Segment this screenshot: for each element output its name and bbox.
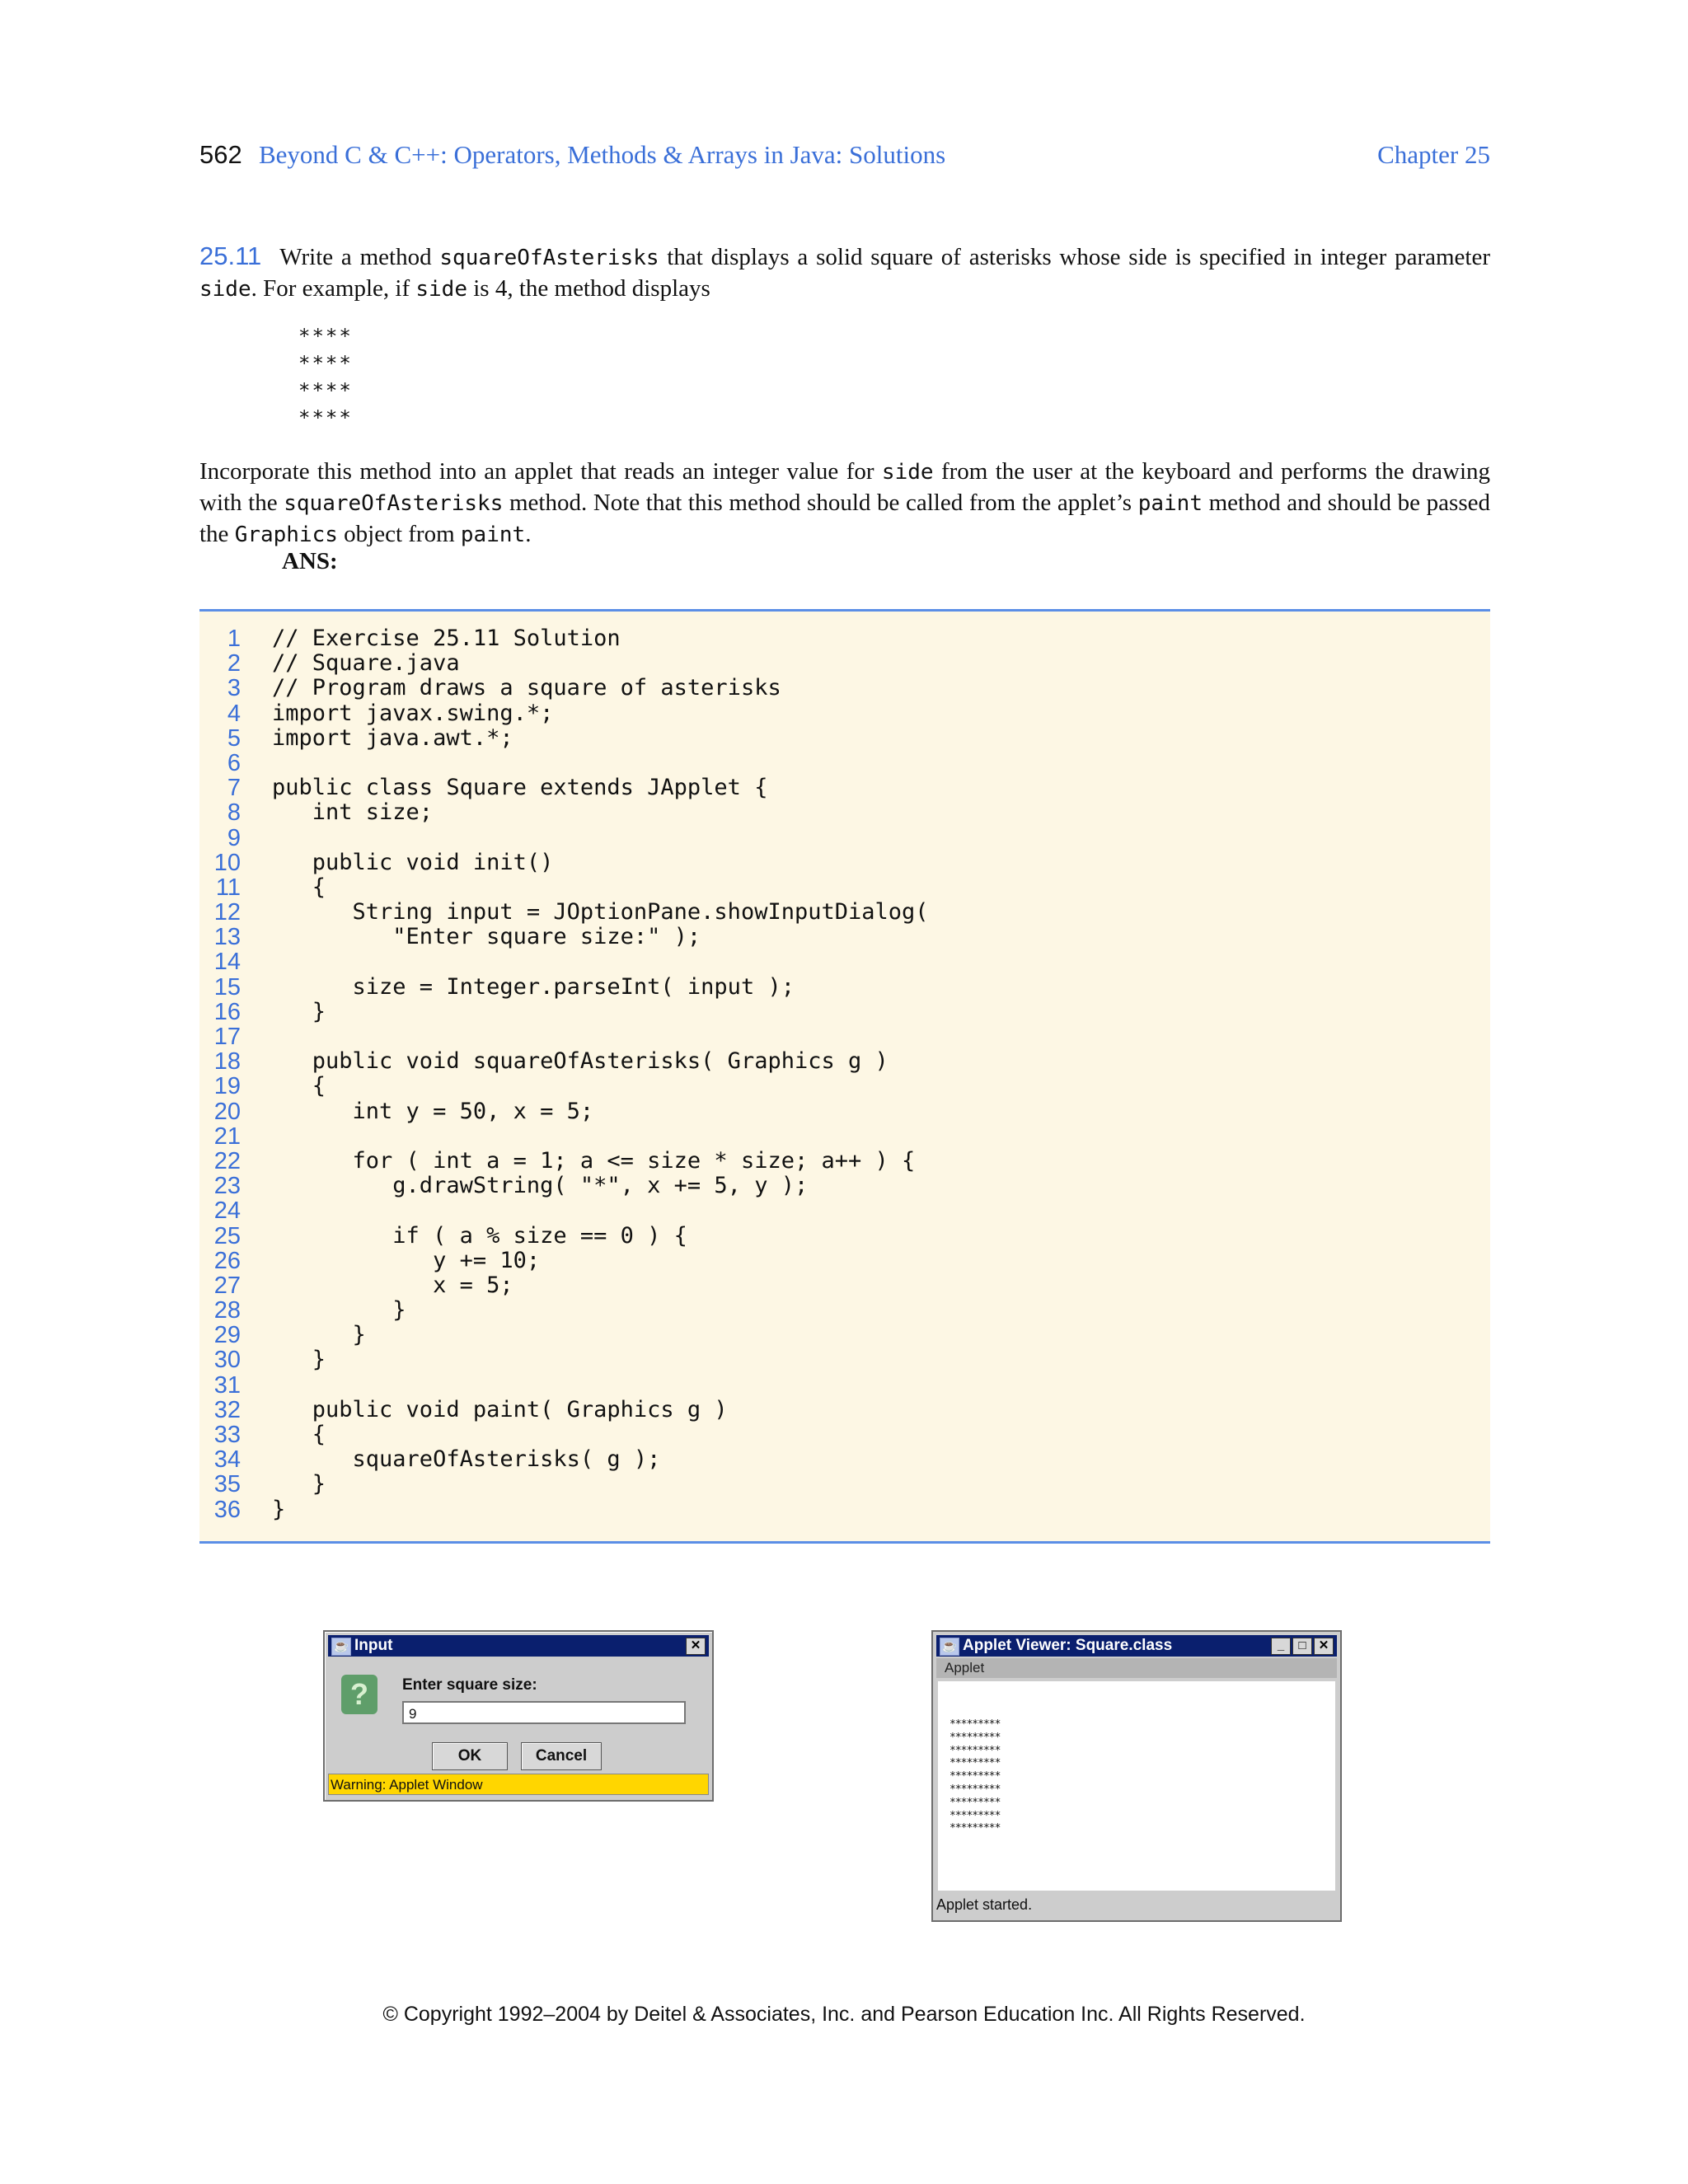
status-text: Applet started. xyxy=(936,1896,1033,1913)
running-title: Beyond C & C++: Operators, Methods & Arrays in Java: Solutions xyxy=(259,140,946,169)
code-line: public void paint( Graphics g ) xyxy=(272,1396,728,1422)
code-listing xyxy=(199,609,1490,1544)
line-number: 4 xyxy=(227,700,241,727)
code-line: import javax.swing.*; xyxy=(272,700,554,726)
size-input[interactable]: 9 xyxy=(402,1701,686,1724)
line-number: 1 xyxy=(227,626,241,652)
code-line: } xyxy=(272,1347,326,1373)
text-run: from the user at the keyboard and performs the drawing with the xyxy=(199,458,1490,516)
dialog-prompt: Enter square size: xyxy=(402,1676,537,1694)
line-number: 6 xyxy=(227,749,241,776)
line-number: 3 xyxy=(227,675,241,702)
code-line: } xyxy=(272,1297,406,1324)
inline-code: squareOfAsterisks xyxy=(439,246,659,270)
minimize-button[interactable]: _ xyxy=(1271,1638,1291,1655)
line-number: 8 xyxy=(227,799,241,827)
example-output: **** **** **** **** xyxy=(298,325,353,429)
code-line xyxy=(272,826,929,851)
line-number: 20 xyxy=(213,1098,241,1125)
dialog-titlebar xyxy=(328,1635,709,1657)
applet-canvas xyxy=(938,1681,1335,1891)
code-line: public void init() xyxy=(272,849,554,875)
line-number: 2 xyxy=(227,650,241,677)
line-number: 33 xyxy=(213,1422,241,1448)
line-number: 19 xyxy=(213,1073,241,1100)
code-lines xyxy=(272,626,929,1522)
code-line: x = 5; xyxy=(272,1272,513,1298)
maximize-button[interactable]: □ xyxy=(1292,1638,1312,1655)
code-line xyxy=(272,751,929,776)
text-run: method and should be passed the xyxy=(199,490,1490,547)
inline-code: side xyxy=(415,277,467,302)
code-line: // Program draws a square of asterisks xyxy=(272,675,781,701)
dialog-title: Input xyxy=(354,1637,393,1654)
line-numbers xyxy=(199,626,241,1522)
text-run: method. Note that this method should be called from the applet’s xyxy=(503,490,1138,516)
applet-viewer-window xyxy=(931,1630,1342,1922)
text-run: Write a method xyxy=(279,244,440,270)
code-line: size = Integer.parseInt( input ); xyxy=(272,973,795,1000)
line-number: 25 xyxy=(213,1222,241,1249)
text-run: is 4, the method displays xyxy=(467,275,710,302)
asterisk-square: ********* ********* ********* ********* ********* ********* ********* ********* ********* xyxy=(950,1718,1001,1835)
line-number: 18 xyxy=(213,1048,241,1076)
code-line: public void squareOfAsterisks( Graphics g ) xyxy=(272,1048,889,1075)
code-line: String input = JOptionPane.showInputDialog( xyxy=(272,899,929,926)
inline-code: squareOfAsterisks xyxy=(284,491,504,516)
code-line: if ( a % size == 0 ) { xyxy=(272,1222,687,1249)
text-run: . xyxy=(525,521,532,547)
code-line: int y = 50, x = 5; xyxy=(272,1098,594,1124)
code-line: g.drawString( "*", x += 5, y ); xyxy=(272,1173,809,1199)
line-number: 5 xyxy=(227,724,241,752)
line-number: 27 xyxy=(213,1272,241,1299)
code-line xyxy=(272,1124,929,1149)
code-line xyxy=(272,1198,929,1223)
inline-code: paint xyxy=(1137,491,1203,516)
line-number: 9 xyxy=(227,824,241,851)
line-number: 32 xyxy=(213,1396,241,1423)
viewer-title: Applet Viewer: Square.class xyxy=(963,1637,1173,1654)
line-number: 34 xyxy=(213,1446,241,1474)
exercise-paragraph xyxy=(199,457,1490,551)
inline-code: Graphics xyxy=(234,523,338,547)
line-number: 28 xyxy=(213,1297,241,1324)
code-line xyxy=(272,949,929,974)
line-number: 7 xyxy=(227,775,241,802)
text-run: object from xyxy=(337,521,461,547)
code-line: { xyxy=(272,1422,326,1447)
line-number: 24 xyxy=(213,1197,241,1225)
code-line: squareOfAsterisks( g ); xyxy=(272,1446,661,1473)
chapter-label: Chapter 25 xyxy=(1377,140,1490,169)
applet-warning-bar: Warning: Applet Window xyxy=(328,1774,709,1795)
code-line: { xyxy=(272,874,326,900)
cancel-button[interactable]: Cancel xyxy=(521,1742,602,1770)
text-run: Incorporate this method into an applet that reads an integer value for xyxy=(199,458,882,485)
close-button[interactable]: ✕ xyxy=(1314,1638,1334,1655)
viewer-titlebar xyxy=(936,1635,1337,1657)
line-number: 14 xyxy=(213,949,241,976)
line-number: 15 xyxy=(213,973,241,1001)
line-number: 22 xyxy=(213,1147,241,1174)
copyright-footer: © Copyright 1992–2004 by Deitel & Associates, Inc. and Pearson Education Inc. All Rights Reserved. xyxy=(382,2003,1306,2026)
answer-label: ANS: xyxy=(282,548,338,574)
code-line: for ( int a = 1; a <= size * size; a++ ) { xyxy=(272,1147,916,1174)
line-number: 36 xyxy=(213,1496,241,1523)
ok-button[interactable]: OK xyxy=(432,1742,508,1770)
code-line: } xyxy=(272,998,326,1024)
line-number: 29 xyxy=(213,1322,241,1349)
line-number: 10 xyxy=(213,849,241,876)
inline-code: side xyxy=(881,460,934,485)
applet-menu[interactable]: Applet xyxy=(936,1658,1337,1678)
code-line: { xyxy=(272,1073,326,1099)
code-line: int size; xyxy=(272,799,434,826)
code-line: // Square.java xyxy=(272,650,460,677)
code-line: public class Square extends JApplet { xyxy=(272,775,768,801)
code-line: import java.awt.*; xyxy=(272,724,513,751)
line-number: 12 xyxy=(213,899,241,926)
exercise-number: 25.11 xyxy=(199,241,262,270)
code-line: "Enter square size:" ); xyxy=(272,924,701,950)
close-button[interactable]: ✕ xyxy=(686,1638,706,1655)
code-line: } xyxy=(272,1496,286,1522)
code-line: } xyxy=(272,1322,366,1348)
java-cup-icon: ☕ xyxy=(940,1638,959,1656)
line-number: 21 xyxy=(213,1122,241,1150)
page-number: 562 xyxy=(199,140,242,169)
inline-code: side xyxy=(199,277,251,302)
line-number: 35 xyxy=(213,1471,241,1498)
line-number: 13 xyxy=(213,924,241,951)
code-line: y += 10; xyxy=(272,1247,541,1273)
line-number: 17 xyxy=(213,1024,241,1050)
line-number: 23 xyxy=(213,1173,241,1200)
line-number: 26 xyxy=(213,1247,241,1274)
line-number: 11 xyxy=(215,874,241,901)
input-dialog xyxy=(323,1630,714,1802)
code-line: } xyxy=(272,1471,326,1497)
question-icon: ? xyxy=(341,1675,377,1714)
line-number: 30 xyxy=(213,1347,241,1374)
java-cup-icon: ☕ xyxy=(331,1638,351,1656)
exercise-statement xyxy=(199,241,1490,305)
code-line xyxy=(272,1024,929,1049)
line-number: 31 xyxy=(213,1371,241,1399)
code-line xyxy=(272,1373,929,1398)
inline-code: paint xyxy=(460,523,526,547)
text-run: that displays a solid square of asterisks whose side is specified in integer parameter xyxy=(659,244,1490,270)
line-number: 16 xyxy=(213,998,241,1025)
code-line: // Exercise 25.11 Solution xyxy=(272,626,621,651)
text-run: . For example, if xyxy=(251,275,416,302)
